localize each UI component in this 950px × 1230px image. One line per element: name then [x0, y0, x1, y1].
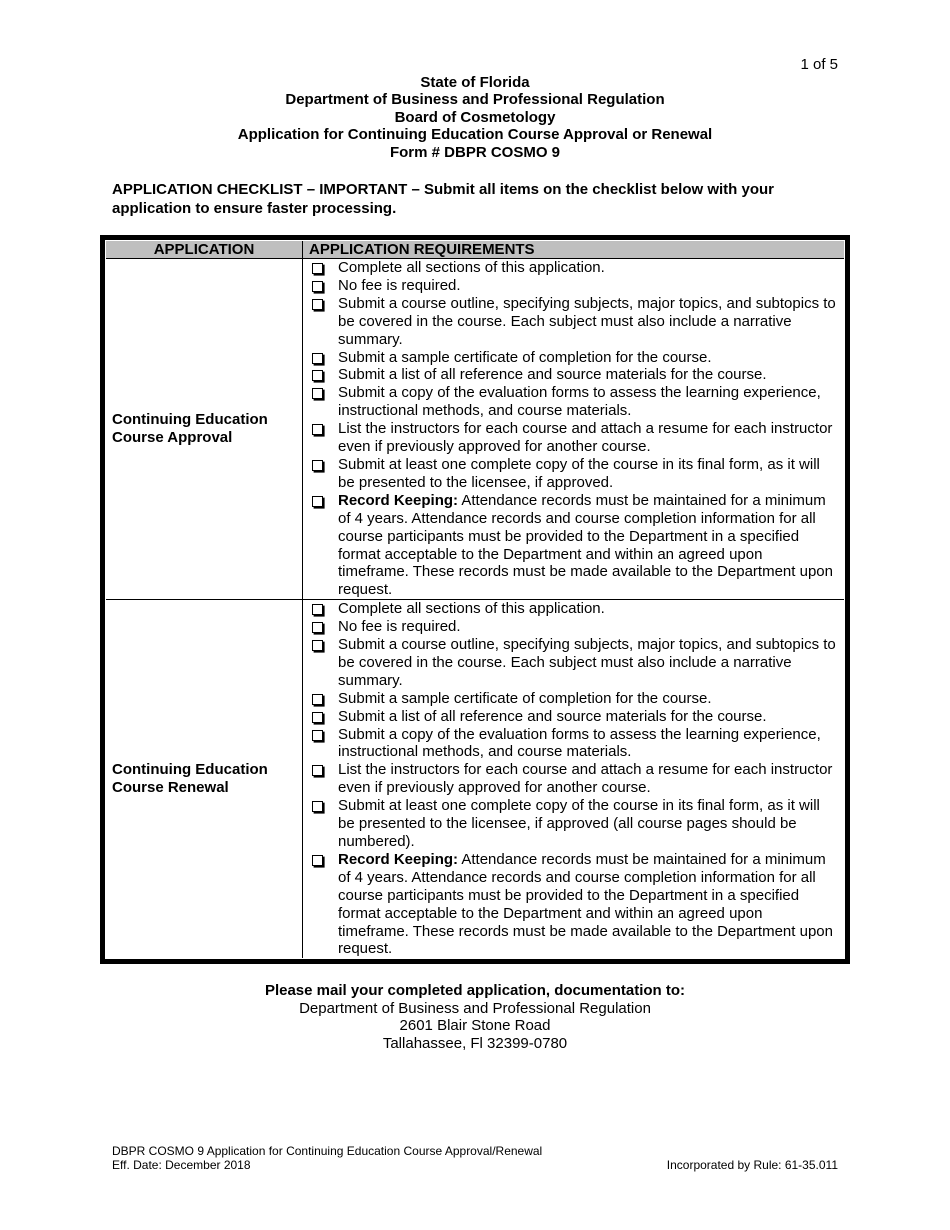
- checkbox-icon[interactable]: [312, 694, 323, 705]
- application-name-approval: [106, 259, 303, 600]
- requirements-table: [100, 235, 850, 964]
- table-row-approval: [106, 259, 844, 600]
- checklist-item: [309, 456, 844, 492]
- checklist-item: [309, 384, 844, 420]
- checkbox-icon[interactable]: [312, 299, 323, 310]
- application-name-line: Course Approval: [112, 429, 233, 447]
- checklist-item: [309, 420, 844, 456]
- checklist-item: [309, 726, 844, 762]
- checklist-item: [309, 690, 844, 708]
- requirements-approval: [303, 259, 845, 600]
- mail-address-line: Department of Business and Professional Regulation: [299, 999, 651, 1017]
- checkbox-icon[interactable]: [312, 765, 323, 776]
- checklist-item: [309, 708, 844, 726]
- header-form-number: Form # DBPR COSMO 9: [389, 143, 561, 161]
- checklist-item: [309, 618, 844, 636]
- application-name-renewal: [106, 600, 303, 959]
- checklist-item: [309, 600, 844, 618]
- checklist-item-text: Submit a copy of the evaluation forms to assess the learning experience, instructional methods, and course materials.: [338, 384, 821, 420]
- checkbox-icon[interactable]: [312, 855, 323, 866]
- checkbox-icon[interactable]: [312, 712, 323, 723]
- checklist-item-text: No fee is required.: [338, 276, 461, 294]
- application-name-line: Course Renewal: [112, 779, 229, 797]
- checklist-item: [309, 366, 844, 384]
- mail-title: Please mail your completed application, documentation to:: [264, 982, 686, 999]
- checklist-item-record-keeping: [309, 492, 844, 599]
- header-requirements: APPLICATION REQUIREMENTS: [303, 241, 845, 259]
- page-number: 1 of 5: [800, 56, 838, 73]
- footer-rule: Incorporated by Rule: 61-35.011: [666, 1158, 838, 1172]
- record-keeping-label: Record Keeping:: [338, 850, 459, 868]
- checkbox-icon[interactable]: [312, 730, 323, 741]
- checklist: [309, 259, 844, 599]
- checklist-item: [309, 761, 844, 797]
- mail-address-line: Tallahassee, Fl 32399-0780: [382, 1034, 568, 1052]
- checklist-item-text: Complete all sections of this application.: [338, 259, 605, 276]
- checkbox-icon[interactable]: [312, 263, 323, 274]
- checkbox-icon[interactable]: [312, 622, 323, 633]
- header-board: Board of Cosmetology: [394, 108, 556, 126]
- checklist-item-text: Submit a sample certificate of completion for the course.: [338, 348, 712, 366]
- application-name-line: Continuing Education: [112, 761, 268, 779]
- checkbox-icon[interactable]: [312, 281, 323, 292]
- checklist-item-text: Submit a sample certificate of completion for the course.: [338, 689, 712, 707]
- checkbox-icon[interactable]: [312, 604, 323, 615]
- table-row-renewal: [106, 600, 844, 959]
- application-name-line: Continuing Education: [112, 411, 268, 429]
- checkbox-icon[interactable]: [312, 496, 323, 507]
- record-keeping-text: Attendance records must be maintained for a minimum of 4 years. Attendance records and course completion information for all course participants must be provided to the Department in a specified format acceptable to the Department and within an agreed upon timeframe. These records must be made available to the Department upon request.: [338, 850, 833, 958]
- checklist-item: [309, 259, 844, 277]
- checkbox-icon[interactable]: [312, 801, 323, 812]
- checklist: [309, 600, 844, 958]
- footer-form-info: [112, 1144, 542, 1172]
- header-state: State of Florida: [420, 74, 530, 91]
- checklist-item: [309, 295, 844, 349]
- checklist-item: [309, 797, 844, 851]
- checklist-item: [309, 277, 844, 295]
- header-application: APPLICATION: [106, 241, 303, 259]
- header-application-title: Application for Continuing Education Course Approval or Renewal: [237, 126, 713, 144]
- checklist-item-text: Submit a course outline, specifying subjects, major topics, and subtopics to be covered in the course. Each subject must also include a narrative summary.: [338, 636, 836, 689]
- checkbox-icon[interactable]: [312, 370, 323, 381]
- header-department: Department of Business and Professional Regulation: [285, 91, 665, 109]
- checklist-item: [309, 636, 844, 690]
- requirements-renewal: [303, 600, 845, 959]
- checklist-item-text: Submit a copy of the evaluation forms to assess the learning experience, instructional methods, and course materials.: [338, 725, 821, 761]
- checklist-item-text: Submit a list of all reference and source materials for the course.: [338, 366, 767, 384]
- checkbox-icon[interactable]: [312, 388, 323, 399]
- footer-form-line: DBPR COSMO 9 Application for Continuing Education Course Approval/Renewal: [112, 1144, 543, 1158]
- checkbox-icon[interactable]: [312, 424, 323, 435]
- checklist-item-text: Complete all sections of this application.: [338, 600, 605, 618]
- checklist-item-text: Submit at least one complete copy of the course in its final form, as it will be presented to the licensee, if approved (all course pages should be numbered).: [338, 797, 820, 850]
- checklist-item-text: List the instructors for each course and attach a resume for each instructor even if previously approved for another course.: [338, 420, 833, 456]
- checkbox-icon[interactable]: [312, 640, 323, 651]
- mailing-instructions: [0, 982, 950, 1052]
- checklist-item-record-keeping: [309, 851, 844, 958]
- checkbox-icon[interactable]: [312, 460, 323, 471]
- mail-address-line: 2601 Blair Stone Road: [399, 1017, 551, 1035]
- footer-eff-date: Eff. Date: December 2018: [112, 1158, 251, 1172]
- checklist-item-text: No fee is required.: [338, 618, 461, 636]
- checklist-item-text: Submit a course outline, specifying subjects, major topics, and subtopics to be covered in the course. Each subject must also include a narrative summary.: [338, 294, 836, 348]
- checklist-item: [309, 349, 844, 367]
- checklist-item-text: [338, 492, 844, 599]
- checklist-item-text: List the instructors for each course and attach a resume for each instructor even if previously approved for another course.: [338, 761, 833, 797]
- checklist-item-text: Submit at least one complete copy of the course in its final form, as it will be presented to the licensee, if approved.: [338, 455, 820, 491]
- checkbox-icon[interactable]: [312, 353, 323, 364]
- form-header: [0, 74, 950, 161]
- checklist-item-text: [338, 851, 844, 958]
- checklist-note: APPLICATION CHECKLIST – IMPORTANT – Submit all items on the checklist below with your application to ensure faster processing.: [112, 181, 775, 217]
- checklist-item-text: Submit a list of all reference and source materials for the course.: [338, 707, 767, 725]
- record-keeping-label: Record Keeping:: [338, 491, 459, 509]
- record-keeping-text: Attendance records must be maintained for a minimum of 4 years. Attendance records and course completion information for all course participants must be provided to the Department in a specified format acceptable to the Department and within an agreed upon timeframe. These records must be made available to the Department upon request.: [338, 491, 833, 599]
